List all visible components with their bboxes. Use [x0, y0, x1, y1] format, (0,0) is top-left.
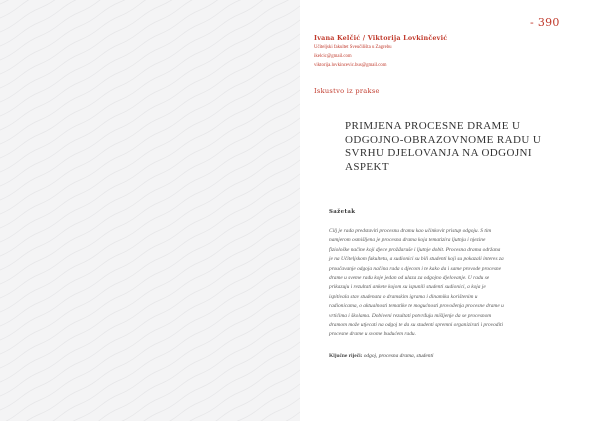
abstract-line: je na Učiteljskom fakultetu, a sudionici su bili studenti koji su pokazali interes za [329, 256, 504, 263]
wave-line [0, 0, 300, 20]
wave-line [0, 0, 300, 90]
wave-line [0, 136, 300, 342]
wave-line [0, 388, 300, 421]
wave-line [0, 38, 300, 244]
wave-line [0, 220, 300, 421]
wave-line [0, 10, 300, 216]
abstract-line: prikazuju i rezultati ankete kojom su ispunili studenti sudionici, a koja je [329, 284, 486, 291]
abstract-line: drame u sveme radu koje jedan od ulaza za odgojno djelovanje. U radu se [329, 275, 490, 282]
abstract-line: fiziološke načine koji djece prožđaruše i ljutnje dobit. Procesna drama održana [329, 246, 501, 253]
abstract-line: vrtićima i školama. Dobiveni rezultati potvrđuju mišljenje da se procesnom [329, 312, 492, 319]
affiliation: Učiteljski fakultet Sveučilišta u Zagrebu [314, 45, 392, 50]
wave-line [0, 52, 300, 258]
wave-line [0, 192, 300, 398]
keywords-text: odgoj, procesna drama, studenti [362, 353, 434, 359]
wave-line [0, 94, 300, 300]
author-names: Ivana Kelčić / Viktorija Lovkinčević [314, 34, 448, 42]
title-line: PRIMJENA PROCESNE DRAME U [345, 120, 521, 132]
wave-line [0, 248, 300, 421]
wave-line [0, 0, 300, 174]
wave-line [0, 0, 300, 48]
abstract-line: radionicama, o aktualnosti tematike te mogućnosti provođenja procesne drame u [329, 303, 504, 310]
wave-line [0, 80, 300, 286]
article-title [345, 120, 575, 174]
wave-line [0, 0, 300, 6]
wave-line [0, 178, 300, 384]
section-label: Iskustvo iz prakse [314, 87, 380, 95]
keywords [329, 353, 581, 359]
abstract-line: procesne drame u svome budućem radu. [329, 331, 416, 338]
wave-line [0, 0, 300, 34]
abstract-line: Cilj je rada predstaviti procesnu dramu kao učinkovit pristup odgoju. S tim [329, 228, 492, 234]
wave-line [0, 332, 300, 421]
abstract-line: ispitivala stav studenata o dramskim igrama i dinamika korištenim u [329, 293, 478, 300]
wave-line [0, 0, 300, 160]
wave-line [0, 66, 300, 272]
author-email-2[interactable]: viktorija.lovkincevic.bus@gmail.com [314, 63, 387, 68]
abstract-line: namjerom osmišljena je procesna drama koja tematizira ljutnju i njezine [329, 237, 486, 244]
wave-line [0, 0, 300, 146]
wave-line [0, 0, 300, 104]
wave-line [0, 276, 300, 421]
wave-line [0, 150, 300, 356]
wave-line [0, 0, 300, 118]
wave-line [0, 0, 300, 202]
wave-line [0, 122, 300, 328]
wave-line [0, 24, 300, 230]
abstract-line: proučavanje odgoja načina rada s djecom i te kako da i same provode procesne [329, 265, 502, 272]
wave-line [0, 164, 300, 370]
author-email-1[interactable]: ikelcic@gmail.com [314, 54, 352, 59]
page-number: - 390 [530, 16, 560, 29]
title-line: ODGOJNO-OBRAZOVNOME RADU U [345, 133, 542, 146]
abstract-text [329, 227, 581, 340]
abstract-line: dramom može utjecati na odgoj te da su studenti spremni organizirati i provoditi [329, 322, 503, 329]
keywords-label: Ključne riječi: [329, 353, 363, 359]
title-line: SVRHU DJELOVANJA NA ODGOJNI [345, 147, 532, 159]
wave-line [0, 206, 300, 412]
title-line: ASPEKT [345, 160, 389, 173]
summary-heading: Sažetak [329, 209, 356, 215]
wave-line [0, 108, 300, 314]
